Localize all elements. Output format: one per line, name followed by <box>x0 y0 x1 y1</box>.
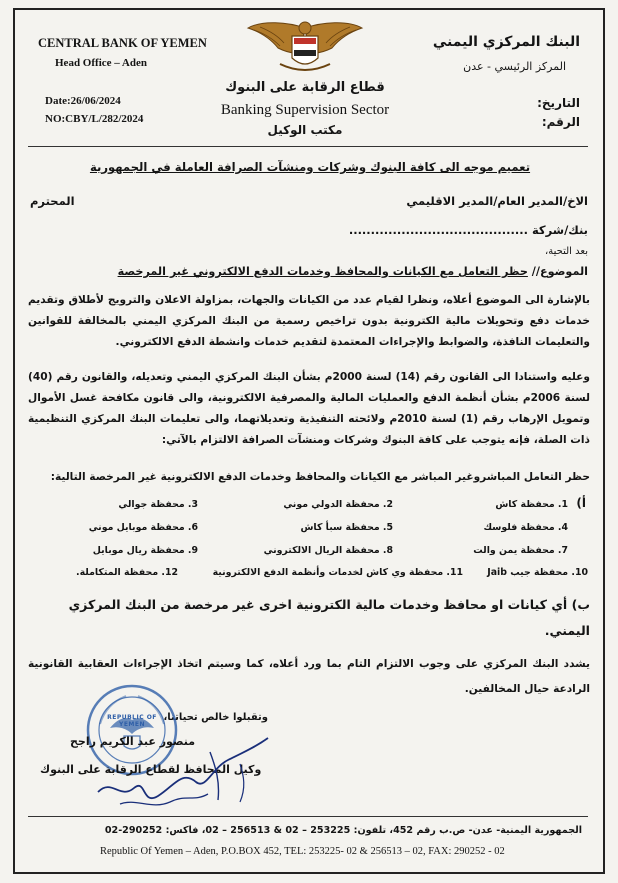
subject-line <box>118 265 588 278</box>
respected-label: المحترم <box>30 194 75 208</box>
head-office-ar: المركز الرئيسي - عدن <box>463 60 566 73</box>
seal-text: REPUBLIC OF YEMEN <box>107 714 157 728</box>
sector-name-en: Banking Supervision Sector <box>220 102 390 118</box>
handwritten-signature-icon <box>90 730 280 812</box>
date-label-ar: التاريخ: <box>537 96 580 110</box>
date-line: Date:26/06/2024 <box>45 95 121 107</box>
footer-divider <box>28 816 588 817</box>
footer-address-en: Republic Of Yemen – Aden, P.O.BOX 452, TEL: 253225- 02 & 256513 – 02, FAX: 290252 - 02 <box>100 846 505 857</box>
list-marker-a: أ) <box>576 496 586 510</box>
closing-paragraph: يشدد البنك المركزي على وجوب الالتزام التام بما ورد أعلاه، كما وسيتم اتخاذ الإجراءات العقابية القانونية الرادعة حيال المخالفين. <box>28 658 590 695</box>
list-item-b: ب) أي كيانات او محافظ وخدمات مالية الكترونية اخرى غير مرخصة من البنك المركزي اليمني. <box>68 597 590 638</box>
signatory-name: منصور عبد الكريم راجح <box>70 735 196 748</box>
subject-label: الموضوع// <box>531 265 588 278</box>
list-item: 8. محفظة الريال الالكتروني <box>263 545 393 556</box>
greeting-line: بعد التحية، <box>545 246 588 257</box>
list-item: 11. محفظة وي كاش لخدمات وأنظمة الدفع الالكترونية <box>212 567 463 578</box>
addressee-line: الاخ/المدير العام/المدير الاقليمي <box>406 194 588 208</box>
number-label-ar: الرقم: <box>541 115 580 129</box>
list-item: 6. محفظة موبايل موني <box>88 522 198 533</box>
list-item: 2. محفظة الدولي موني <box>283 499 393 510</box>
list-item: 1. محفظة كاش <box>495 499 568 510</box>
head-office-en: Head Office – Aden <box>55 57 147 69</box>
ban-statement: حظر التعامل المباشروغير المباشر مع الكيانات والمحافظ وخدمات الدفع الالكترونية غير المرخصة التالية: <box>50 471 590 483</box>
eagle-emblem-icon <box>240 18 370 76</box>
reference-number: NO:CBY/L/282/2024 <box>45 113 144 125</box>
signatory-title: وكيل المحافظ لقطاع الرقابة على البنوك <box>40 763 262 776</box>
paragraph-reference: بالإشارة الى الموضوع أعلاه، ونظرا لقيام عدد من الكيانات والجهات، بمزاولة الاعلان والترويج لأطلاق وتقديم خدمات دفع وتحويلات مالية الكترونية بدون تراخيص رسمية من البنك المركزي اليمني بالمخالفة للقوانين والتعليمات النافذة، والضوابط والإجراءات المعتمدة لتقديم خدمات وانشطة الدفع الالكتروني. <box>28 294 590 348</box>
deputy-office-ar: مكتب الوكيل <box>267 123 343 137</box>
subject-text: حظر التعامل مع الكيانات والمحافظ وخدمات الدفع الالكتروني غير المرخصة <box>117 265 528 278</box>
list-item: 4. محفظة فلوسك <box>483 522 568 533</box>
header-divider <box>28 146 588 147</box>
list-item: 5. محفظة سبأ كاش <box>300 522 393 533</box>
list-item: 10. محفظة جيب Jaib <box>487 567 588 578</box>
regards-line: وتقبلوا خالص تحياتنا، <box>163 712 268 723</box>
footer-address-ar: الجمهورية اليمنية- عدن- ص.ب رقم 452، تلفون: 253225 – 02 & 256513 – 02، فاكس: 290252-02 <box>104 825 582 836</box>
org-name-en: CENTRAL BANK OF YEMEN <box>38 36 207 50</box>
list-item: 12. محفظة المتكاملة. <box>76 567 178 578</box>
bank-company-line: بنك/شركة ......................................... <box>348 223 588 237</box>
list-item: 3. محفظة جوالي <box>118 499 198 510</box>
circular-title: تعميم موجه الى كافة البنوك وشركات ومنشآت الصرافة العاملة في الجمهورية <box>89 160 531 174</box>
list-item: 7. محفظة يمن والت <box>473 545 568 556</box>
org-name-ar: البنك المركزي اليمني <box>432 34 580 50</box>
sector-name-ar: قطاع الرقابة على البنوك <box>225 80 385 95</box>
paragraph-legal-basis: وعليه واستنادا الى القانون رقم (14) لسنة 2000م بشأن البنك المركزي اليمني وتعديله، والقانون رقم (40) لسنة 2006م بشأن أنظمة الدفع والعمليات المالية والمصرفية الالكترونية، والى قانون مكافحة غسل الأموال وتمويل الإرهاب رقم (1) لسنة 2010م ولائحته التنفيذية وتعديلاتهما، والى تعليمات البنك المركزي التنظيمية ذات الصلة، فإنه يتوجب على كافة البنوك وشركات ومنشآت الصرافة الالتزام بالآتي: <box>28 371 590 446</box>
list-item: 9. محفظة ريال موبايل <box>92 545 198 556</box>
